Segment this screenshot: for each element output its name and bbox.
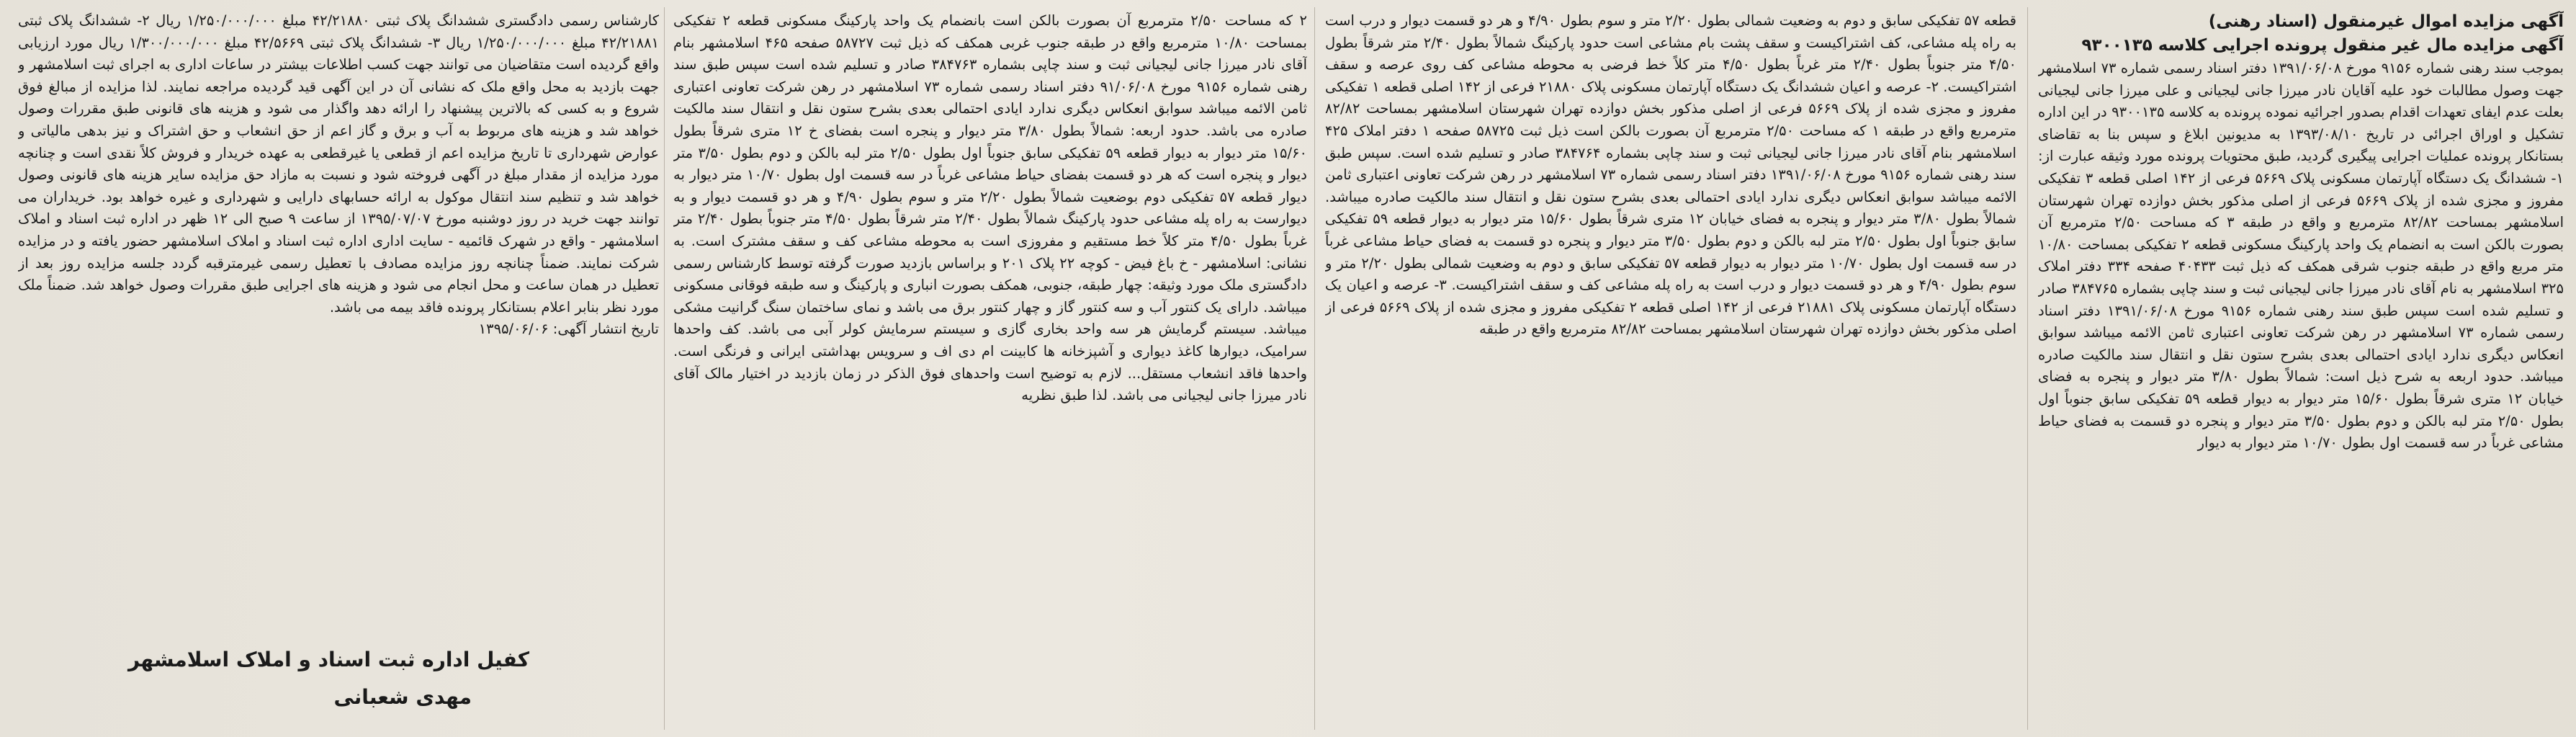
column-3-text: ۲ که مساحت ۲/۵۰ مترمربع آن بصورت بالکن است بانضمام یک واحد پارکینگ مسکونی قطعه ۲ تفکیکی بمساحت ۱۰/۸۰ مترمربع واقع در طبقه جنوب غربی همکف که ذیل ثبت ۵۸۷۲۷ صفحه ۴۶۵ اسلامشهر بنام آقای نادر میرزا جانی لیجیانی ثبت و سند چاپی بشماره ۳۸۴۷۶۳ صادر و تسلیم شده است سپس طبق سند رهنی شماره ۹۱۵۶ مورخ ۹۱/۰۶/۰۸ دفتر اسناد رسمی شماره ۷۳ اسلامشهر در رهن شرکت تعاونی اعتباری ثامن الائمه میباشد سوابق انعکاس دیگری ندارد ایادی احتمالی بعدی بشرح ستون نقل و انتقال سند مالکیت صادره می باشد. حدود اربعه: شمالاً بطول ۳/۸۰ متر دیوار و پنجره است بفضای خ ۱۲ متری شرقاً بطول ۱۵/۶۰ متر دیوار به دیوار قطعه ۵۹ تفکیکی سابق جنوباً اول بطول ۲/۵۰ متر لبه بالکن و دوم بطول ۳/۵۰ متر دیوار و پنجره است که هر دو قسمت بفضای حیاط مشاعی غرباً در سه قسمت اول بطول ۱۰/۷۰ متر دیوار به دیوار قطعه ۵۷ تفکیکی دوم بوضعیت شمالاً بطول ۲/۲۰ متر و سوم بطول ۴/۹۰ و هر دو قسمت دیوار و به دیوارست به راه پله مشاعی حدود پارکینگ شمالاً بطول ۲/۴۰ متر شرقاً بطول ۴/۵۰ متر جنوباً بطول ۲/۴۰ متر غرباً بطول ۴/۵۰ متر کلاً خط مستقیم و مفروزی است به محوطه مشاعی کف و سقف مشترک است. به نشانی: اسلامشهر - خ باغ فیض - کوچه ۲۲ پلاک ۲۰۱ و براساس بازدید صورت گرفته توسط کارشناس رسمی دادگستری ملک مورد وثیقه: چهار طبقه، جنوبی، همکف بصورت انباری و پارکینگ و سه طبقه فوقانی مسکونی میباشد. دارای یک کنتور آب و سه کنتور گاز و چهار کنتور برق می باشد و نمای ساختمان سنگ گرانیت مشکی میباشد. سیستم گرمایش هر سه واحد بخاری گازی و سیستم سرمایش کولر آبی می باشد. کف واحدها سرامیک، دیوارها کاغذ دیواری و آشپزخانه ها کابینت ام دی اف و سرویس بهداشتی ایرانی و فرنگی است. واحدها فاقد انشعاب مستقل... لازم به توضیح است واحدهای فوق الذکر در زمان بازدید در اختیار مالک آقای نادر میرزا جانی لیجیانی می باشد. لذا طبق نظریه (673, 12, 1307, 404)
column-divider (664, 7, 665, 730)
column-divider (2027, 7, 2028, 730)
publish-date: تاریخ انتشار آگهی: ۱۳۹۵/۰۶/۰۶ (478, 321, 659, 338)
column-2-text: قطعه ۵۷ تفکیکی سابق و دوم به وضعیت شمالی بطول ۲/۲۰ متر و سوم بطول ۴/۹۰ و هر دو قسمت دیوار و درب است به راه پله مشاعی، کف اشتراکیست و سقف پشت بام مشاعی است حدود پارکینگ شمالاً بطول ۲/۴۰ متر شرقاً بطول ۴/۵۰ متر جنوباً بطول ۲/۴۰ متر غرباً بطول ۴/۵۰ متر کلاً خط فرضی به محوطه مشاعی کف روی عرصه و سقف اشتراکیست. ۲- عرصه و اعیان ششدانگ یک دستگاه آپارتمان مسکونی پلاک ۲۱۸۸۰ فرعی از ۱۴۲ اصلی قطعه ۱ تفکیکی مفروز و مجزی شده از پلاک ۵۶۶۹ فرعی از اصلی مذکور بخش دوازده تهران شهرستان اسلامشهر بمساحت ۸۲/۸۲ مترمربع واقع در طبقه ۱ که مساحت ۲/۵۰ مترمربع آن بصورت بالکن است ذیل ثبت ۵۸۷۲۵ صفحه ۱ دفتر املاک ۴۲۵ اسلامشهر بنام آقای نادر میرزا جانی لیجیانی ثبت و سند چاپی بشماره ۳۸۴۷۶۴ صادر و تسلیم شده است. سپس طبق سند رهنی شماره ۹۱۵۶ مورخ ۱۳۹۱/۰۶/۰۸ دفتر اسناد رسمی شماره ۷۳ اسلامشهر در رهن شرکت تعاونی اعتباری ثامن الائمه میباشد سوابق انعکاس دیگری ندارد ایادی احتمالی بعدی بشرح ستون نقل و انتقال سند مالکیت صادره میباشد. شمالاً بطول ۳/۸۰ متر دیوار و پنجره به فضای خیابان ۱۲ متری شرقاً بطول ۱۵/۶۰ متر دیوار به دیوار قطعه ۵۹ تفکیکی سابق جنوباً اول بطول ۲/۵۰ متر لبه بالکن و دوم بطول ۳/۵۰ متر دیوار و پنجره دو قسمت به فضای حیاط مشاعی غرباً در سه قسمت اول بطول ۱۰/۷۰ متر دیوار به دیوار قطعه ۵۷ تفکیکی سابق و دوم به وضعیت شمالی بطول ۲/۲۰ متر و سوم بطول ۴/۹۰ و هر دو قسمت دیوار و درب است به راه پله مشاعی کف و سقف اشتراکیست. ۳- عرصه و اعیان یک دستگاه آپارتمان مسکونی پلاک ۲۱۸۸۱ فرعی از ۱۴۲ اصلی قطعه ۲ تفکیکی مفروز و مجزی شده از پلاک ۵۶۶۹ فرعی از اصلی مذکور بخش دوازده تهران شهرستان اسلامشهر بمساحت ۸۲/۸۲ مترمربع واقع در طبقه (1325, 12, 2016, 338)
column-4-text: کارشناس رسمی دادگستری ششدانگ پلاک ثبتی ۴۲/۲۱۸۸۰ مبلغ ۱/۲۵۰/۰۰۰/۰۰۰ ریال ۲- ششدانگ پلاک ثبتی ۴۲/۲۱۸۸۱ مبلغ ۱/۲۵۰/۰۰۰/۰۰۰ ریال ۳- ششدانگ پلاک ثبتی ۴۲/۵۶۶۹ مبلغ ۱/۳۰۰/۰۰۰/۰۰۰ ریال مورد ارزیابی واقع گردیده است متقاضیان می توانند جهت کسب اطلاعات بیشتر در ساعات اداری به اجرای ثبت اسلامشهر و جهت بازدید به محل واقع ملک که نشانی آن در این آگهی قید گردیده مراجعه نمایند. لذا مزایده از مبالغ فوق شروع و به کسی که بالاترین پیشنهاد را ارائه دهد واگذار می شود و هزینه های قانونی طبق مقررات وصول خواهد شد و هزینه های مربوط به آب و برق و گاز اعم از حق انشعاب و حق اشتراک و نیز بدهی مالیاتی و عوارض شهرداری تا تاریخ مزایده اعم از قطعی یا غیرقطعی به عهده خریدار و فروش کلاً نقدی است و چنانچه مورد مزایده از مقدار مبلغ در آگهی فروخته شود و نسبت به مازاد حق مزایده سایر هزینه های قانونی وصول خواهد شد و تنظیم سند انتقال موکول به ارائه حسابهای دارایی و شهرداری و غیره خواهد بود. خریداران می توانند جهت خرید در روز دوشنبه مورخ ۱۳۹۵/۰۷/۰۷ از ساعت ۹ صبح الی ۱۲ ظهر در اداره ثبت اسناد و املاک اسلامشهر - واقع در شهرک قائمیه - سایت اداری اداره ثبت اسناد و املاک اسلامشهر حضور یافته و در مزایده شرکت نمایند. ضمناً چنانچه روز مزایده مصادف با تعطیل رسمی غیرمترقبه گردد جلسه مزایده روز بعد از تعطیل در همان ساعت و محل انجام می شود و هزینه های اجرایی طبق مقررات وصول خواهد شد. ضمناً ملک مورد نظر بنابر اعلام بستانکار پرونده فاقد بیمه می باشد. (18, 12, 659, 316)
column-divider (1314, 7, 1315, 730)
notice-column-2 (1325, 10, 2016, 727)
notice-column-1 (2038, 10, 2564, 727)
notice-column-3 (673, 10, 1307, 727)
column-1-text: بموجب سند رهنی شماره ۹۱۵۶ مورخ ۱۳۹۱/۰۶/۰۸ دفتر اسناد رسمی شماره ۷۳ اسلامشهر جهت وصول مطالبات خود علیه آقایان نادر میرزا جانی لیجیانی و علی میرزا جانی لیجیانی بعلت عدم ایفای تعهدات اقدام بصدور اجرائیه نموده پرونده به کلاسه ۹۳۰۰۱۳۵ در این اداره تشکیل و اوراق اجرائی در تاریخ ۱۳۹۳/۰۸/۱۰ به مدیونین ابلاغ و سپس بنا به تقاضای بستانکار پرونده عملیات اجرایی پیگیری گردید، طبق محتویات پرونده مورد وثیقه عبارت از: ۱- ششدانگ یک دستگاه آپارتمان مسکونی پلاک ۵۶۶۹ فرعی از ۱۴۲ اصلی قطعه ۳ تفکیکی مفروز و مجزی شده از پلاک ۵۶۶۹ فرعی از اصلی مذکور بخش دوازده تهران شهرستان اسلامشهر بمساحت ۸۲/۸۲ مترمربع و واقع در طبقه ۳ که مساحت ۲/۵۰ مترمربع آن بصورت بالکن است به انضمام یک واحد پارکینگ مسکونی قطعه ۲ تفکیکی بمساحت ۱۰/۸۰ متر مربع واقع در طبقه جنوب شرقی همکف که ذیل ثبت ۴۰۴۳۳ صفحه ۳۳۴ دفتر املاک ۳۲۵ اسلامشهر به نام آقای نادر میرزا جانی لیجیانی ثبت و سند چاپی بشماره ۳۸۴۷۶۵ صادر و تسلیم شده است سپس طبق سند رهنی شماره ۹۱۵۶ مورخ ۱۳۹۱/۰۶/۰۸ دفتر اسناد رسمی شماره ۷۳ اسلامشهر در رهن شرکت تعاونی اعتباری ثامن الائمه میباشد سوابق انعکاس دیگری ندارد ایادی احتمالی بعدی بشرح ستون نقل و انتقال سند مالکیت صادره میباشد. حدود اربعه به شرح ذیل است: شمالاً بطول ۳/۸۰ متر دیوار و پنجره به فضای خیابان ۱۲ متری شرقاً بطول ۱۵/۶۰ متر دیوار به دیوار قطعه ۵۹ تفکیکی سابق جنوباً اول بطول ۲/۵۰ متر لبه بالکن و دوم بطول ۳/۵۰ متر دیوار و پنجره دو قسمت به فضای حیاط مشاعی غرباً در سه قسمت اول بطول ۱۰/۷۰ متر دیوار به دیوار (2038, 60, 2564, 452)
notice-title: آگهی مزایده اموال غیرمنقول (اسناد رهنی) (2208, 12, 2564, 31)
signature-title: کفیل اداره ثبت اسناد و املاک اسلامشهر (128, 648, 529, 671)
notice-subtitle: آگهی مزایده مال غیر منقول پرونده اجرایی کلاسه ۹۳۰۰۱۳۵ (2081, 36, 2564, 55)
notice-column-4 (18, 10, 659, 636)
signature-name: مهدی شعبانی (333, 685, 472, 709)
